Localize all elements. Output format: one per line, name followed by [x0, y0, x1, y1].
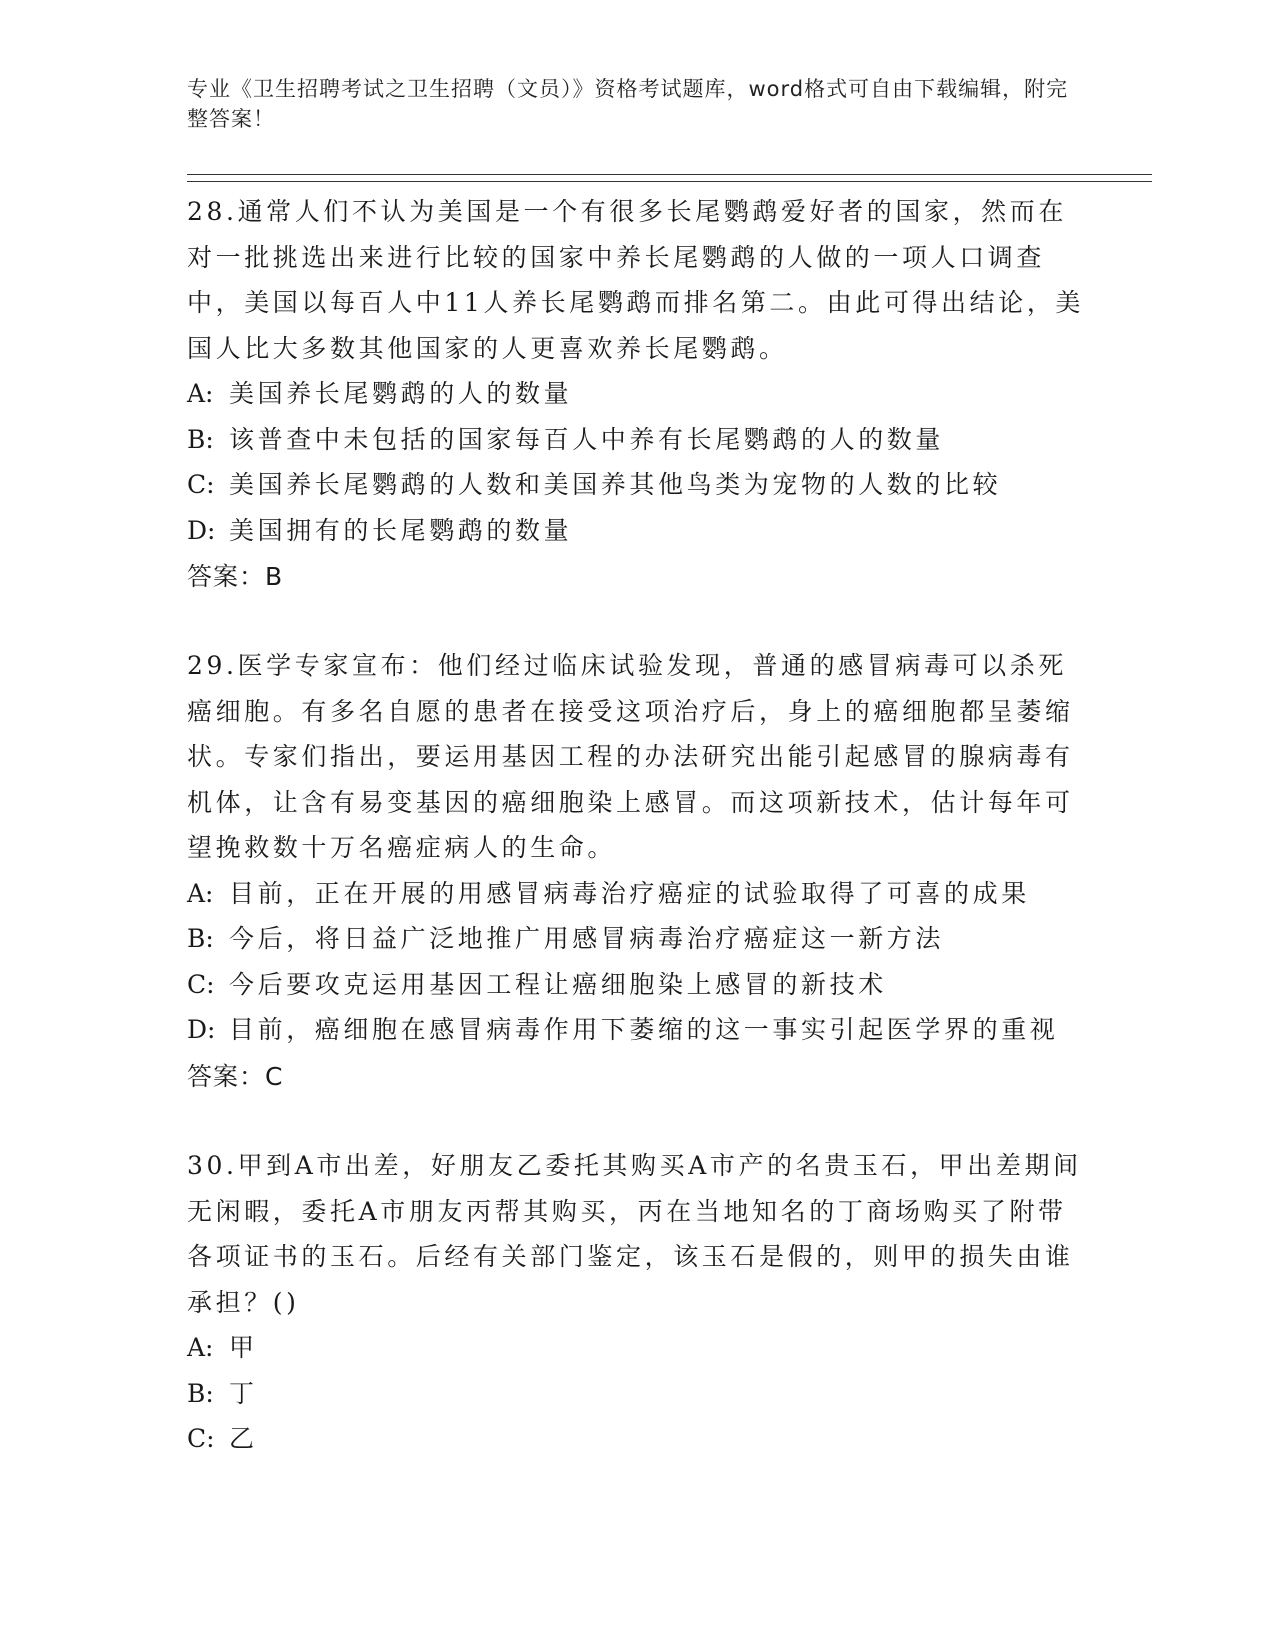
question-text: 甲到A市出差，好朋友乙委托其购买A市产的名贵玉石，甲出差期间无闲暇，委托A市朋友丙帮其购买，丙在当地知名的丁商场购买了附带各项证书的玉石。后经有关部门鉴定，该玉石是假的，则甲的损失由谁承担？(): [187, 1151, 1082, 1317]
answer-line: 答案：C: [187, 1061, 284, 1091]
option-letter: A:: [187, 878, 214, 908]
option-text: 甲: [229, 1333, 258, 1362]
option-a: [187, 371, 1087, 417]
option-a: [187, 871, 1087, 917]
option-letter: B:: [187, 1378, 214, 1408]
question-number: 30.: [187, 1151, 238, 1180]
option-c: [187, 962, 1087, 1008]
header-divider-top: [187, 174, 1152, 175]
question-30: [187, 1143, 1087, 1462]
option-letter: D:: [187, 515, 216, 545]
option-a: [187, 1325, 1087, 1371]
question-29: [187, 643, 1087, 1100]
question-number: 29.: [187, 651, 238, 680]
option-b: [187, 1371, 1087, 1417]
header-divider-bottom: [187, 181, 1152, 182]
option-text: 今后，将日益广泛地推广用感冒病毒治疗癌症这一新方法: [229, 924, 945, 953]
option-letter: B:: [187, 424, 214, 454]
question-text: 通常人们不认为美国是一个有很多长尾鹦鹉爱好者的国家，然而在对一批挑选出来进行比较的国家中养长尾鹦鹉的人做的一项人口调查中，美国以每百人中11人养长尾鹦鹉而排名第二。由此可得出结论，美国人比大多数其他国家的人更喜欢养长尾鹦鹉。: [187, 197, 1085, 363]
option-text: 丁: [229, 1378, 258, 1408]
option-letter: B:: [187, 924, 214, 953]
question-stem: [187, 643, 1087, 871]
option-text: 目前，癌细胞在感冒病毒作用下萎缩的这一事实引起医学界的重视: [229, 1015, 1059, 1044]
answer-line: 答案：B: [187, 562, 284, 591]
option-letter: C:: [187, 470, 215, 499]
option-b: [187, 417, 1087, 463]
option-letter: C:: [187, 969, 215, 999]
option-letter: A:: [187, 1333, 214, 1362]
document-header: 专业《卫生招聘考试之卫生招聘（文员）》资格考试题库，word格式可自由下载编辑，附完整答案！: [187, 77, 1069, 131]
option-text: 今后要攻克运用基因工程让癌细胞染上感冒的新技术: [229, 969, 887, 999]
option-d: [187, 1007, 1087, 1053]
question-number: 28.: [187, 197, 238, 226]
question-stem: [187, 189, 1087, 371]
question-text: 医学专家宣布：他们经过临床试验发现，普通的感冒病毒可以杀死癌细胞。有多名自愿的患者在接受这项治疗后，身上的癌细胞都呈萎缩状。专家们指出，要运用基因工程的办法研究出能引起感冒的腺病毒有机体，让含有易变基因的癌细胞染上感冒。而这项新技术，估计每年可望挽救数十万名癌症病人的生命。: [187, 651, 1074, 862]
option-text: 美国拥有的长尾鹦鹉的数量: [229, 515, 573, 545]
option-c: [187, 1416, 1087, 1462]
option-text: 目前，正在开展的用感冒病毒治疗癌症的试验取得了可喜的成果: [229, 878, 1030, 908]
option-b: [187, 916, 1087, 962]
option-letter: C:: [187, 1424, 215, 1453]
option-letter: D:: [187, 1015, 216, 1044]
option-text: 该普查中未包括的国家每百人中养有长尾鹦鹉的人的数量: [229, 424, 945, 454]
question-stem: [187, 1143, 1087, 1325]
option-letter: A:: [187, 379, 214, 408]
question-28: [187, 189, 1087, 600]
option-text: 乙: [229, 1424, 258, 1453]
option-text: 美国养长尾鹦鹉的人的数量: [229, 379, 573, 408]
option-c: [187, 462, 1087, 508]
option-text: 美国养长尾鹦鹉的人数和美国养其他鸟类为宠物的人数的比较: [229, 470, 1002, 499]
option-d: [187, 508, 1087, 554]
